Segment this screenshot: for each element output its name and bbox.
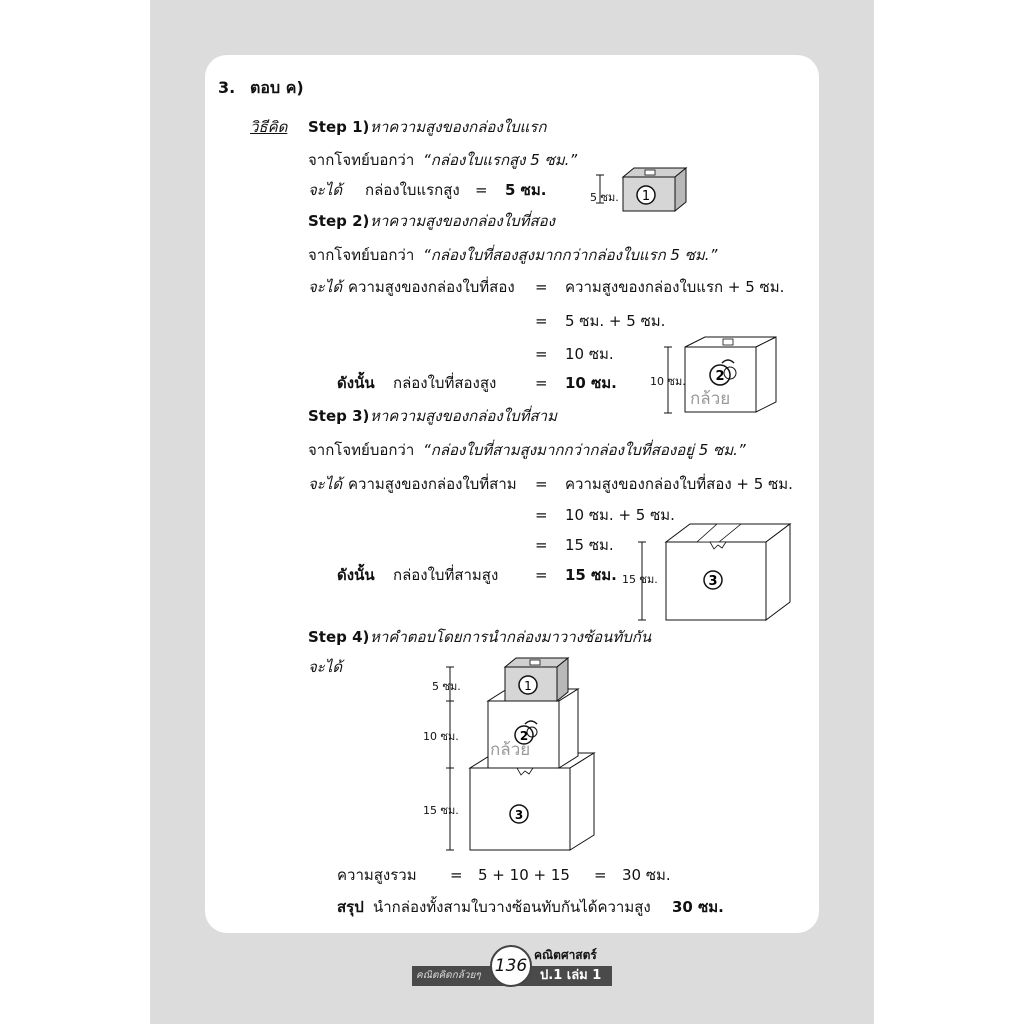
step3-so-label: ดังนั้น bbox=[337, 566, 375, 584]
step2-get-label: จะได้ bbox=[308, 278, 343, 296]
stack-box3-height-label: 15 ซม. bbox=[423, 804, 459, 817]
box3-height-label: 15 ซม. bbox=[622, 573, 658, 586]
step3-so-text: กล่องใบที่สามสูง bbox=[393, 566, 499, 584]
step2-rhs1: ความสูงของกล่องใบแรก + 5 ซม. bbox=[565, 278, 785, 296]
step1-given-prefix: จากโจทย์บอกว่า bbox=[308, 151, 415, 169]
step3-title: Step 3) bbox=[308, 407, 370, 425]
step3-rhs3: 15 ซม. bbox=[565, 536, 614, 554]
step2-title: Step 2) bbox=[308, 212, 370, 230]
total-eq2: = bbox=[594, 866, 607, 884]
step3-lhs: ความสูงของกล่องใบที่สาม bbox=[348, 475, 517, 493]
stack-box2-height-label: 10 ซม. bbox=[423, 730, 459, 743]
step4-title: Step 4) bbox=[308, 628, 370, 646]
box2-text: กล้วย bbox=[690, 389, 731, 409]
step2-eq2: = bbox=[535, 312, 548, 330]
total-result: 30 ซม. bbox=[622, 866, 671, 884]
summary-value: 30 ซม. bbox=[672, 898, 724, 916]
step1-get-label: จะได้ bbox=[308, 181, 343, 199]
box1-number: 1 bbox=[641, 189, 651, 204]
step3-rhs1: ความสูงของกล่องใบที่สอง + 5 ซม. bbox=[565, 475, 793, 493]
step2-eq4: = bbox=[535, 374, 548, 392]
step2-eq3: = bbox=[535, 345, 548, 363]
step4-get-label: จะได้ bbox=[308, 658, 343, 676]
step2-given-prefix: จากโจทย์บอกว่า bbox=[308, 246, 415, 264]
step2-given-quote: “กล่องใบที่สองสูงมากกว่ากล่องใบแรก 5 ซม.” bbox=[423, 246, 718, 264]
step3-eq2: = bbox=[535, 506, 548, 524]
box2-height-label: 10 ซม. bbox=[650, 375, 686, 388]
step2-result: 10 ซม. bbox=[565, 374, 617, 392]
box2-number: 2 bbox=[715, 369, 725, 384]
step1-given-quote: “กล่องใบแรกสูง 5 ซม.” bbox=[423, 151, 578, 169]
step3-get-label: จะได้ bbox=[308, 475, 343, 493]
step2-eq1: = bbox=[535, 278, 548, 296]
step2-rhs3: 10 ซม. bbox=[565, 345, 614, 363]
step1-get-text: กล่องใบแรกสูง bbox=[365, 181, 460, 199]
box3-number: 3 bbox=[708, 574, 718, 589]
step3-given-quote: “กล่องใบที่สามสูงมากกว่ากล่องใบที่สองอยู่ 5 ซม.” bbox=[423, 441, 746, 459]
svg-text:3: 3 bbox=[514, 808, 524, 822]
step1-result: 5 ซม. bbox=[505, 181, 547, 199]
box1-height-label: 5 ซม. bbox=[590, 191, 619, 204]
total-expr: 5 + 10 + 15 bbox=[478, 866, 570, 884]
stack-box2-text: กล้วย bbox=[490, 740, 531, 760]
svg-text:1: 1 bbox=[524, 679, 532, 693]
footer-grade: ป.1 เล่ม 1 bbox=[540, 968, 602, 983]
summary-label: สรุป bbox=[337, 898, 364, 916]
footer-subject: คณิตศาสตร์ bbox=[534, 948, 597, 962]
step2-desc: หาความสูงของกล่องใบที่สอง bbox=[370, 212, 555, 230]
method-label: วิธีคิด bbox=[250, 118, 288, 136]
question-number: 3. bbox=[218, 78, 236, 97]
step4-desc: หาคำตอบโดยการนำกล่องมาวางซ้อนทับกัน bbox=[370, 628, 652, 646]
stack-box1-height-label: 5 ซม. bbox=[432, 680, 461, 693]
step2-so-text: กล่องใบที่สองสูง bbox=[393, 374, 497, 392]
step3-given-prefix: จากโจทย์บอกว่า bbox=[308, 441, 415, 459]
step1-title: Step 1) bbox=[308, 118, 370, 136]
svg-text:2: 2 bbox=[519, 729, 529, 743]
total-eq1: = bbox=[450, 866, 463, 884]
step3-result: 15 ซม. bbox=[565, 566, 617, 584]
step1-eq: = bbox=[475, 181, 488, 199]
step1-desc: หาความสูงของกล่องใบแรก bbox=[370, 118, 547, 136]
step2-rhs2: 5 ซม. + 5 ซม. bbox=[565, 312, 666, 330]
step2-so-label: ดังนั้น bbox=[337, 374, 375, 392]
question-answer: ตอบ ค) bbox=[250, 78, 304, 97]
summary-text: นำกล่องทั้งสามใบวางซ้อนทับกันได้ความสูง bbox=[373, 898, 651, 916]
step3-rhs2: 10 ซม. + 5 ซม. bbox=[565, 506, 675, 524]
step2-lhs: ความสูงของกล่องใบที่สอง bbox=[348, 278, 515, 296]
step3-desc: หาความสูงของกล่องใบที่สาม bbox=[370, 407, 557, 425]
footer-left-text: คณิตคิดกล้วยๆ bbox=[416, 970, 481, 981]
total-label: ความสูงรวม bbox=[337, 866, 417, 884]
step3-eq4: = bbox=[535, 566, 548, 584]
step3-eq3: = bbox=[535, 536, 548, 554]
page-number: 136 bbox=[490, 945, 532, 987]
step3-eq1: = bbox=[535, 475, 548, 493]
